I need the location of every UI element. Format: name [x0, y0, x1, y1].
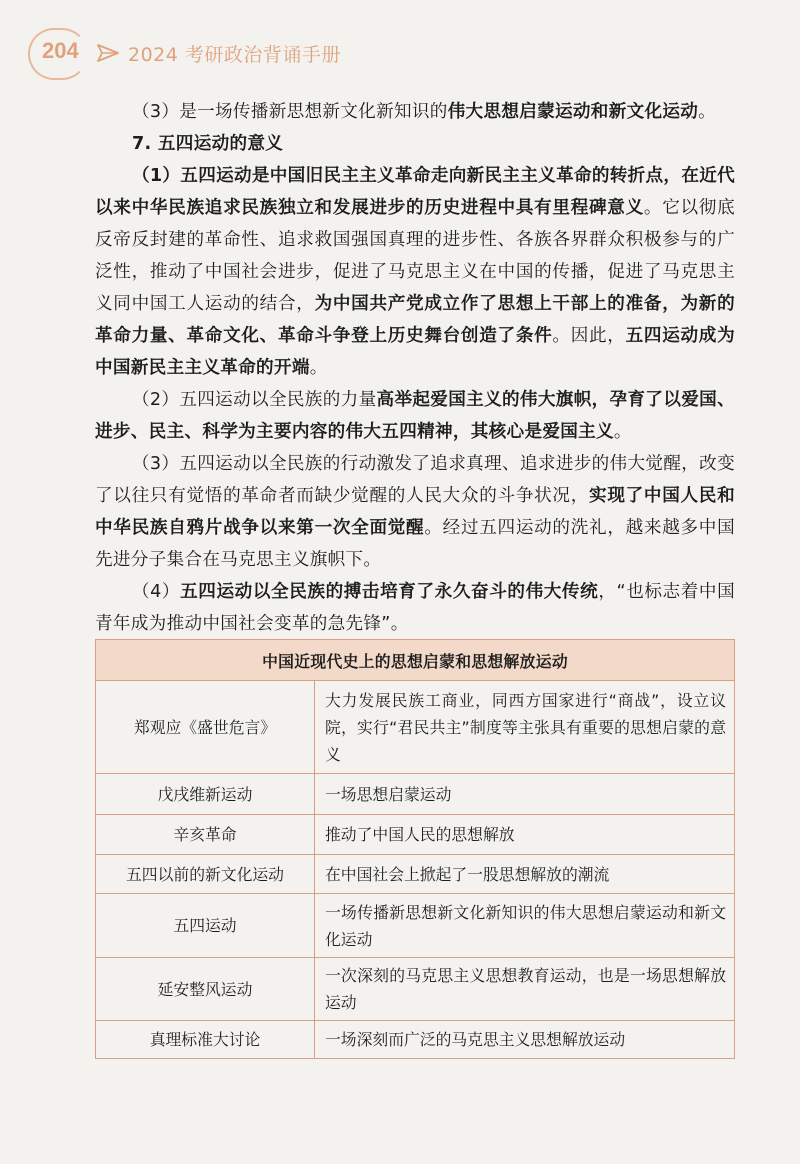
book-title: 2024 考研政治背诵手册: [128, 44, 341, 66]
table-row: [96, 815, 735, 855]
table-row: [96, 681, 735, 774]
table-cell-name: 戊戌维新运动: [96, 774, 315, 815]
section-heading: 7. 五四运动的意义: [131, 134, 284, 154]
table-cell-desc: 推动了中国人民的思想解放: [315, 815, 735, 855]
table-cell-desc: 一场深刻而广泛的马克思主义思想解放运动: [315, 1021, 735, 1059]
table-cell-name: 辛亥革命: [96, 815, 315, 855]
paragraph-1: （1）五四运动是中国旧民主主义革命走向新民主主义革命的转折点，在近代以来中华民族追求民族独立和发展进步的历史进程中具有里程碑意义。它以彻底反帝反封建的革命性、追求救国强国真理的进步性、各族各界群众积极参与的广泛性，推动了中国社会进步，促进了马克思主义在中国的传播，促进了马克思主义同中国工人运动的结合，为中国共产党成立作了思想上干部上的准备，为新的革命力量、革命文化、革命斗争登上历史舞台创造了条件。因此，五四运动成为中国新民主主义革命的开端。: [95, 166, 736, 378]
page-number: 204: [42, 38, 79, 63]
paragraph-3: （3）五四运动以全民族的行动激发了追求真理、追求进步的伟大觉醒，改变了以往只有觉悟的革命者而缺少觉醒的人民大众的斗争状况，实现了中国人民和中华民族自鸦片战争以来第一次全面觉醒。经过五四运动的洗礼，越来越多中国先进分子集合在马克思主义旗帜下。: [95, 454, 735, 570]
table-header-row: [96, 640, 735, 681]
page-header: [28, 28, 748, 80]
table-row: [96, 958, 735, 1021]
table-cell-name: 真理标准大讨论: [96, 1021, 315, 1059]
body-text: [95, 96, 735, 640]
table-row: [96, 1021, 735, 1059]
table-cell-desc: 在中国社会上掀起了一股思想解放的潮流: [315, 855, 735, 894]
table-cell-desc: 一场思想启蒙运动: [315, 774, 735, 815]
table-cell-name: 郑观应《盛世危言》: [96, 681, 315, 774]
paragraph-2: （2）五四运动以全民族的力量高举起爱国主义的伟大旗帜，孕育了以爱国、进步、民主、科学为主要内容的伟大五四精神，其核心是爱国主义。: [95, 390, 735, 442]
paragraph-prev-3: （3）是一场传播新思想新文化新知识的伟大思想启蒙运动和新文化运动。: [131, 102, 717, 122]
table-row: [96, 774, 735, 815]
table-cell-desc: 大力发展民族工商业，同西方国家进行“商战”，设立议院，实行“君民共主”制度等主张具有重要的思想启蒙的意义: [315, 681, 735, 774]
table-cell-desc: 一场传播新思想新文化新知识的伟大思想启蒙运动和新文化运动: [315, 894, 735, 958]
table-cell-name: 延安整风运动: [96, 958, 315, 1021]
paper-plane-icon: [96, 42, 120, 64]
table-cell-name: 五四以前的新文化运动: [96, 855, 315, 894]
table-row: [96, 855, 735, 894]
table-cell-name: 五四运动: [96, 894, 315, 958]
table-cell-desc: 一次深刻的马克思主义思想教育运动，也是一场思想解放运动: [315, 958, 735, 1021]
paragraph-4: （4）五四运动以全民族的搏击培育了永久奋斗的伟大传统，“也标志着中国青年成为推动中国社会变革的急先锋”。: [95, 582, 736, 634]
table-title: 中国近现代史上的思想启蒙和思想解放运动: [96, 640, 735, 681]
movements-table: [95, 639, 735, 1059]
table-row: [96, 894, 735, 958]
